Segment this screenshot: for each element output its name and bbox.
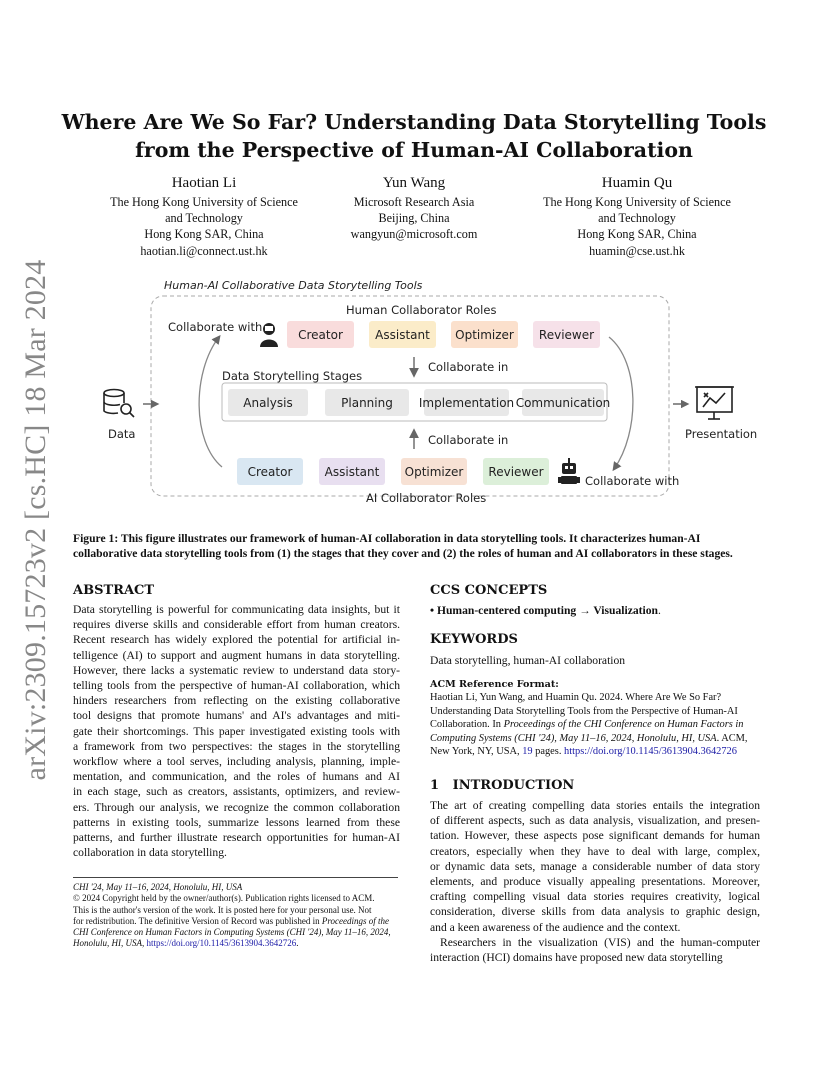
text-line: in each stage, such as creators, assistants, optimizers, and review- xyxy=(73,785,400,799)
ai-role-reviewer: Reviewer xyxy=(483,458,549,485)
text-line: telling tools from the perspective of human-AI collaboration, which xyxy=(73,679,400,693)
text-line: patterns, and further illustrate research opportunities for human-AI xyxy=(73,831,400,845)
title-line-2: from the Perspective of Human-AI Collaboration xyxy=(135,138,693,162)
footnote-line xyxy=(73,938,400,949)
copyright-footnote xyxy=(73,882,400,950)
ai-role-optimizer: Optimizer xyxy=(401,458,467,485)
text-line: Researchers in the visualization (VIS) and the human-computer xyxy=(440,935,760,949)
author-affiliation: Microsoft Research Asia xyxy=(353,195,475,209)
text-line: tool designs that promote humans' and AI's advantages and miti- xyxy=(73,709,400,723)
data-label: Data xyxy=(108,427,136,441)
text-line: The art of creating compelling data stories entails the integration xyxy=(430,799,760,812)
footnote-proceedings: Proceedings of the xyxy=(321,915,390,926)
figure-1 xyxy=(74,277,764,517)
presentation-label: Presentation xyxy=(685,427,758,441)
title-line-1: Where Are We So Far? Understanding Data Storytelling Tools xyxy=(61,110,767,134)
footnote-text: for redistribution. The definitive Version of Record was published in xyxy=(73,915,322,926)
collaborate-in-bottom-label: Collaborate in xyxy=(428,433,509,447)
footnote-sep: , xyxy=(142,938,147,949)
stage-communication: Communication xyxy=(522,389,604,416)
robot-icon xyxy=(558,458,580,484)
ccs-heading: CCS CONCEPTS xyxy=(430,583,548,598)
ref-text: pages. xyxy=(532,746,565,758)
ref-pages-link[interactable]: 19 xyxy=(522,746,533,758)
ai-roles-label: AI Collaborator Roles xyxy=(366,491,487,505)
footnote-venue: CHI '24, May 11–16, 2024, Honolulu, HI, USA xyxy=(73,882,243,892)
ref-line xyxy=(430,718,760,731)
figure-caption: Figure 1: This figure illustrates our framework of human-AI collaboration in data storytelling tools. It characterizes human-AI collaborative data storytelling tools from (1) the stages that they cover and (2) the roles of human and AI collaborators in these stages. xyxy=(73,532,733,561)
author-name: Haotian Li xyxy=(171,175,237,191)
author-location: Hong Kong SAR, China xyxy=(577,227,697,242)
footnote-line: © 2024 Copyright held by the owner/author(s). Publication rights licensed to ACM. xyxy=(73,893,375,904)
text-line: a framework from two perspectives: the stages in the storytelling xyxy=(73,739,400,753)
ref-text: . ACM, xyxy=(716,732,748,744)
stage-analysis: Analysis xyxy=(228,389,308,416)
text-line: of different aspects, such as data analysis, visualization, and presen- xyxy=(430,814,760,828)
ccs-dot: . xyxy=(658,604,661,617)
author-email: huamin@cse.ust.hk xyxy=(589,243,685,258)
text-line: creators, especially when they have to deal with large, complex, xyxy=(430,844,760,858)
ref-line xyxy=(430,732,760,745)
text-line: hinders researchers from reflecting on the existing collaborative xyxy=(73,694,400,708)
ref-proceedings-cont: Computing Systems (CHI '24), May 11–16, 2024, Honolulu, HI, USA xyxy=(430,732,717,744)
introduction-body xyxy=(430,798,760,965)
footnote-rule xyxy=(73,877,398,878)
human-icon xyxy=(260,323,278,347)
abstract-heading: ABSTRACT xyxy=(73,583,155,598)
footnote-line: CHI Conference on Human Factors in Computing Systems (CHI '24), May 11–16, 2024, xyxy=(73,927,391,938)
text-line: elements, and produce visually appealing presentations. Moreover, xyxy=(430,875,760,889)
text-line: patterns in existing tools, summarize lessons learned from these xyxy=(73,815,400,829)
ref-line: Understanding Data Storytelling Tools from the Perspective of Human-AI xyxy=(430,705,738,717)
text-line: collaboration in data storytelling. xyxy=(73,846,227,860)
human-role-creator: Creator xyxy=(287,321,354,348)
acm-reference xyxy=(430,678,760,758)
text-line: tation. However, these aspects pose significant demands for human xyxy=(430,829,760,843)
human-role-reviewer: Reviewer xyxy=(533,321,600,348)
collaborate-with-bottom-label: Collaborate with xyxy=(585,474,680,488)
ai-role-creator: Creator xyxy=(237,458,303,485)
presentation-icon xyxy=(695,387,734,419)
author-affiliation: The Hong Kong University of Science xyxy=(543,195,731,209)
text-line: or dynamic data sets, manage a considerable number of data story xyxy=(430,859,760,873)
abstract-body xyxy=(73,602,400,860)
text-line: requires diverse skills and considerable effort from human creators. xyxy=(73,618,400,632)
ai-role-assistant: Assistant xyxy=(319,458,385,485)
author-block-3 xyxy=(517,174,757,259)
footnote-line xyxy=(73,916,400,927)
footnote-doi-link[interactable]: https://doi.org/10.1145/3613904.3642726 xyxy=(146,938,297,949)
footnote-dot: . xyxy=(296,938,299,949)
author-email: wangyun@microsoft.com xyxy=(350,227,478,242)
arrow-collaborate-with-right xyxy=(609,337,633,469)
author-location: Hong Kong SAR, China xyxy=(144,227,264,242)
section-title: INTRODUCTION xyxy=(452,778,575,793)
author-email: haotian.li@connect.ust.hk xyxy=(140,243,268,258)
text-line: Recent research has widely explored the potential for artificial in- xyxy=(73,633,400,647)
stages-label: Data Storytelling Stages xyxy=(222,369,363,383)
text-line: telligence (AI) to support and augment humans in data storytelling. xyxy=(73,648,400,662)
text-line: Data storytelling is powerful for communicating data insights, but it xyxy=(73,603,400,616)
author-block-2 xyxy=(294,174,534,243)
author-name: Yun Wang xyxy=(382,175,446,191)
ref-line: Haotian Li, Yun Wang, and Huamin Qu. 2024. Where Are We So Far? xyxy=(430,692,722,704)
author-affiliation: and Technology xyxy=(598,211,676,226)
author-location: Beijing, China xyxy=(378,211,450,226)
author-affiliation: The Hong Kong University of Science xyxy=(110,195,298,209)
stage-implementation: Implementation xyxy=(424,389,509,416)
human-role-assistant: Assistant xyxy=(369,321,436,348)
text-line: crafting compelling visual data stories requires creativity, logical xyxy=(430,890,760,904)
ref-doi-link[interactable]: https://doi.org/10.1145/3613904.3642726 xyxy=(564,746,737,758)
arrow-collaborate-with-left xyxy=(199,337,222,467)
author-name: Huamin Qu xyxy=(601,175,673,191)
introduction-heading xyxy=(430,778,574,793)
ref-text: New York, NY, USA, xyxy=(430,746,523,758)
text-line: and a keen awareness of the audience and the context. xyxy=(430,920,681,934)
footnote-location: Honolulu, HI, USA xyxy=(73,938,142,949)
author-block-1 xyxy=(84,174,324,259)
footnote-line: This is the author's version of the work. It is posted here for your personal use. Not xyxy=(73,904,372,915)
paper-title xyxy=(60,108,768,164)
text-line: workflow where a tool serves, including analysis, planning, imple- xyxy=(73,755,400,769)
stage-planning: Planning xyxy=(325,389,409,416)
text-line: consideration, diverse skills from data analysis to graphic design, xyxy=(430,905,760,919)
acm-reference-heading: ACM Reference Format: xyxy=(430,679,559,690)
text-line: However, there lacks a systematic review to understand data story- xyxy=(73,663,400,677)
collaborate-with-top-label: Collaborate with xyxy=(168,320,263,334)
section-number: 1 xyxy=(430,778,440,793)
database-icon xyxy=(104,390,134,418)
arxiv-identifier: arXiv:2309.15723v2 [cs.HC] 18 Mar 2024 xyxy=(19,259,52,781)
keywords-text: Data storytelling, human-AI collaboration xyxy=(430,654,626,667)
ref-text: Collaboration. In xyxy=(430,719,504,731)
text-line: ers. Through our analysis, we recognize the common collaboration xyxy=(73,800,400,814)
text-line: gate their shortcomings. This paper investigated existing tools with xyxy=(73,724,400,738)
ref-line xyxy=(430,745,760,758)
human-roles-label: Human Collaborator Roles xyxy=(346,303,497,317)
text-line: interaction (HCI) domains have proposed new data storytelling xyxy=(430,951,723,965)
keywords-heading: KEYWORDS xyxy=(430,632,518,647)
ccs-text: • Human-centered computing → Visualization xyxy=(430,604,658,617)
author-affiliation: and Technology xyxy=(165,211,243,226)
ccs-concepts xyxy=(430,603,760,618)
text-line: mentation, and communication, and the roles of humans and AI xyxy=(73,770,400,784)
ref-proceedings: Proceedings of the CHI Conference on Human Factors in xyxy=(503,719,744,731)
human-role-optimizer: Optimizer xyxy=(451,321,518,348)
collaborate-in-top-label: Collaborate in xyxy=(428,360,509,374)
frame-title: Human-AI Collaborative Data Storytelling Tools xyxy=(164,279,423,292)
